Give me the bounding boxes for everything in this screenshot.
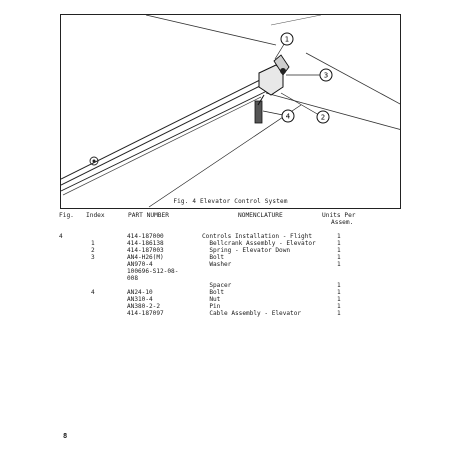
cell-nom: Pin	[202, 303, 221, 310]
cell-units: 1	[337, 310, 341, 317]
cell-nom: Nut	[202, 296, 221, 303]
cell-part: 100696-S12-08-	[127, 268, 179, 275]
header-assem: Assem.	[331, 219, 354, 226]
cell-units: 1	[337, 289, 341, 296]
header-units-per: Units Per	[322, 212, 356, 219]
header-fig: Fig.	[59, 212, 74, 219]
cell-nom: Cable Assembly - Elevator	[202, 310, 302, 317]
callout-1	[281, 33, 293, 45]
callout-2	[317, 111, 329, 123]
cell-index: 2	[91, 247, 95, 254]
cell-nom: Spacer	[202, 282, 232, 289]
table-row	[0, 289, 450, 296]
table-row	[0, 254, 450, 261]
svg-text:3: 3	[323, 71, 329, 80]
page-number: 8	[63, 432, 68, 440]
table-row	[0, 310, 450, 317]
table-row	[0, 282, 450, 289]
cell-index: 4	[91, 289, 95, 296]
table-row	[0, 275, 450, 282]
cell-part: 414-187003	[127, 247, 164, 254]
figure-caption: Fig. 4 Elevator Control System	[173, 198, 288, 205]
cell-units: 1	[337, 282, 341, 289]
cell-part: AN24-10	[127, 289, 153, 296]
cell-units: 1	[337, 233, 341, 240]
table-row	[0, 247, 450, 254]
cell-nom: Controls Installation - Flight	[202, 233, 313, 240]
cell-part: 414-187000	[127, 233, 164, 240]
cell-part: 414-186138	[127, 240, 164, 247]
callout-3	[320, 69, 332, 81]
cell-nom: Bolt	[202, 254, 225, 261]
svg-text:4: 4	[285, 112, 291, 121]
header-nomenclature: NOMENCLATURE	[238, 212, 283, 219]
cell-part: AN4-H26(M)	[127, 254, 164, 261]
cell-nom: Bolt	[202, 289, 225, 296]
cell-index: 3	[91, 254, 95, 261]
cell-units: 1	[337, 296, 341, 303]
table-row	[0, 240, 450, 247]
table-row	[0, 233, 450, 240]
cell-nom: Washer	[202, 261, 232, 268]
svg-text:1: 1	[284, 35, 290, 44]
cell-units: 1	[337, 247, 341, 254]
table-row	[0, 268, 450, 275]
cell-fig: 4	[59, 233, 63, 240]
cell-units: 1	[337, 303, 341, 310]
svg-text:2: 2	[320, 113, 326, 122]
table-row	[0, 303, 450, 310]
figure-frame	[60, 14, 401, 209]
cell-part: AN380-2-2	[127, 303, 161, 310]
cell-part: 414-187097	[127, 310, 164, 317]
cell-part: AN970-4	[127, 261, 153, 268]
cell-part: 008	[127, 275, 139, 282]
table-row	[0, 261, 450, 268]
cell-nom: Bellcrank Assembly - Elevator	[202, 240, 316, 247]
cell-index: 1	[91, 240, 95, 247]
cell-units: 1	[337, 261, 341, 268]
table-row	[0, 296, 450, 303]
elevator-control-illustration	[61, 15, 401, 209]
header-part-number: PART NUMBER	[128, 212, 169, 219]
cell-units: 1	[337, 254, 341, 261]
callout-4	[282, 110, 294, 122]
cell-nom: Spring - Elevator Down	[202, 247, 291, 254]
cell-part: AN310-4	[127, 296, 153, 303]
cell-units: 1	[337, 240, 341, 247]
header-index: Index	[86, 212, 105, 219]
